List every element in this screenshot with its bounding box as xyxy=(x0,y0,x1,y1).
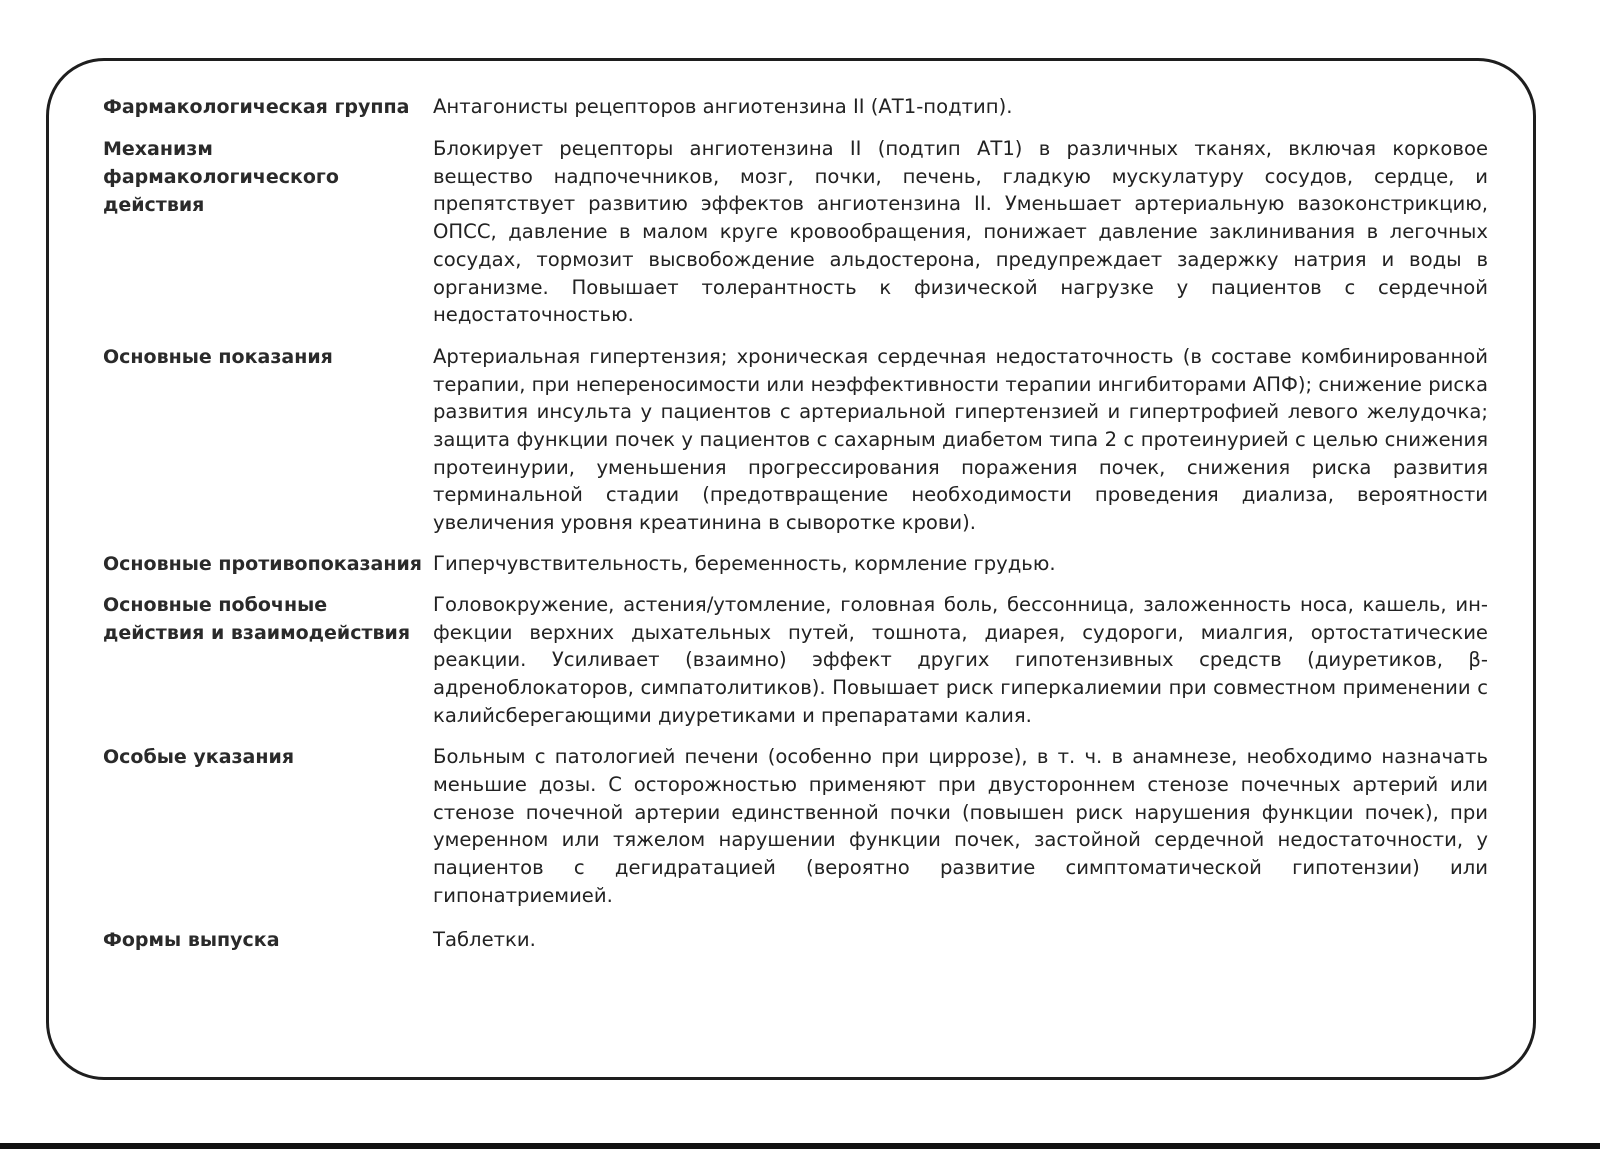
row-label: Основные показания xyxy=(103,345,333,368)
row-mechanism-of-action xyxy=(103,135,1488,329)
row-text: Артериальная гипертензия; хроническая сердечная недостаточность (в составе комбинированной терапии, при непереносимости или неэффективности терапии ингибиторами АПФ); снижение риска развития инсульта у пациентов с артериальной гипертензией и гипертрофией левого желудочка; защита функции почек у пациентов с сахарным диабетом типа 2 с протеинурией с целью снижения протеинурии, уменьшения прогрессирования поражения почек, снижения риска развития терминальной стадии (предотвращение необходимости проведения диализа, вероятности увеличения уровня креатинина в сыворотке крови). xyxy=(433,344,1488,535)
row-label: Формы выпуска xyxy=(103,928,280,951)
scan-edge-bar xyxy=(0,1143,1600,1149)
row-side-effects xyxy=(103,591,1488,730)
row-text: Гиперчувствительность, беременность, кормление грудью. xyxy=(433,551,1056,575)
row-label: Фармакологическая группа xyxy=(103,96,410,118)
row-text: Больным с патологией печени (особенно при циррозе), в т. ч. в анамнезе, необходимо назначать меньшие дозы. С осторожностью применяют при двустороннем стенозе почечных артерий или стенозе почечной артерии единственной почки (повышен риск нарушения функции почек), при умеренном или тяжелом нарушении функции почек, застойной сердечной недостаточности, у пациентов с дегидратацией (вероятно развитие симптоматической гипотензии) или гипонатриемией. xyxy=(433,745,1488,907)
row-text: Антагонисты рецепторов ангиотензина II (АТ1-подтип). xyxy=(433,95,1013,118)
row-text: Таблетки. xyxy=(433,927,536,951)
row-label: Основные побочные действия и взаимодействия xyxy=(103,593,411,644)
row-label: Особые указания xyxy=(103,746,295,769)
row-pharmacological-group xyxy=(103,93,1488,121)
row-text: Головокружение, астения/утомление, головная боль, бессонница, заложенность носа, кашель, инфекции верхних дыхательных путей, тошнота, диарея, судороги, миалгия, ортостатические реакции. Усиливает (взаимно) эффект других гипотензивных средств (диуретиков, β-адреноблокаторов, симпатолитиков). Повышает риск гиперкалиемии при совместном применении с калийсберегающими диуретиками и препаратами калия. xyxy=(433,592,1488,727)
row-special-instructions xyxy=(103,743,1488,909)
row-label: Основные противопоказания xyxy=(103,552,423,575)
drug-info-table xyxy=(103,93,1488,954)
row-contraindications xyxy=(103,550,1488,578)
row-release-forms xyxy=(103,926,1488,954)
row-indications xyxy=(103,343,1488,537)
row-text: Блокирует рецепторы ангиотензина II (подтип АТ1) в различных тканях, включая корковое вещество надпочечников, мозг, почки, печень, гладкую мускулатуру сосудов, сердце, и препятствует развитию эффектов ангиотензина II. Уменьшает артериальную вазоконстрикцию, ОПСС, давление в малом круге кровообращения, понижает давление заклинивания в легочных сосудах, тормозит высвобождение альдостерона, предупреждает задержку натрия и воды в организме. Повышает толерантность к физической нагрузке у пациентов с сердечной недостаточностью. xyxy=(433,137,1488,327)
row-label: Механизм фармакологического действия xyxy=(103,138,339,216)
